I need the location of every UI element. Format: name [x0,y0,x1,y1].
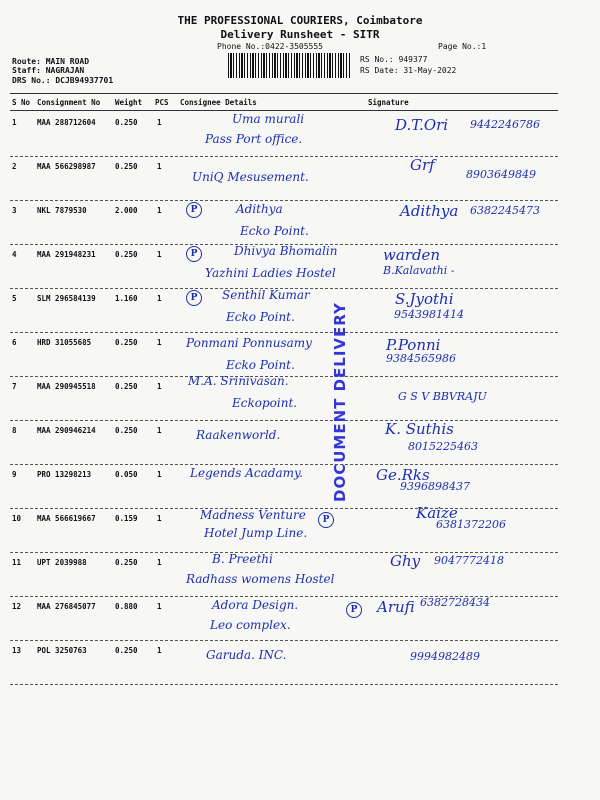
receiver-signature: P.Ponni [386,336,441,354]
table-row [0,504,600,554]
consignee-name: M.A. Srinivasan. [188,374,289,388]
serial-number: 7 [12,382,17,391]
receiver-signature: K. Suthis [385,420,454,438]
table-row [0,202,600,246]
priority-marker-icon: P [318,512,334,528]
consignee-address: Yazhini Ladies Hostel [205,266,336,280]
col-sno: S No [12,98,31,107]
pieces-count: 1 [157,338,162,347]
priority-marker-icon: P [346,602,362,618]
col-pcs: PCS [155,98,169,107]
col-signature: Signature [368,98,409,107]
table-row [0,422,600,466]
receiver-signature: Ge.Rks [376,466,430,484]
consignee-address: Eckopoint. [232,396,298,410]
consignment-number: MAA 276845077 [37,602,96,611]
table-row [0,114,600,158]
consignment-number: PRO 13298213 [37,470,92,479]
priority-marker-icon: P [186,246,202,262]
consignee-name: Dhivya Bhomalin [234,244,338,258]
col-consignment: Consignment No [37,98,101,107]
serial-number: 8 [12,426,17,435]
weight-value: 2.000 [115,206,138,215]
consignee-address: Legends Acadamy. [190,466,303,480]
row-divider [10,420,558,421]
pieces-count: 1 [157,514,162,523]
row-divider [10,332,558,333]
weight-value: 0.250 [115,162,138,171]
weight-value: 0.250 [115,646,138,655]
serial-number: 4 [12,250,17,259]
pieces-count: 1 [157,162,162,171]
receiver-signature: Grf [410,156,435,174]
weight-value: 0.250 [115,250,138,259]
col-weight: Weight [115,98,143,107]
consignment-number: SLM 296584139 [37,294,96,303]
priority-marker-icon: P [186,290,202,306]
weight-value: 0.250 [115,118,138,127]
table-row [0,334,600,378]
company-name: THE PROFESSIONAL COURIERS, Coimbatore [177,14,423,27]
receiver-phone: 9543981414 [394,308,464,321]
table-row [0,158,600,202]
consignee-address: UniQ Mesusement. [192,170,309,184]
receiver-signature: Arufi [377,598,415,616]
consignment-number: UPT 2039988 [37,558,87,567]
receiver-phone: G S V BBVRAJU [398,390,487,403]
consignment-number: MAA 290945518 [37,382,96,391]
route-label: Route: MAIN ROAD [12,57,90,66]
row-divider [10,684,558,685]
staff-label: Staff: NAGRAJAN [12,66,85,75]
consignee-address: Ecko Point. [240,224,309,238]
serial-number: 1 [12,118,17,127]
consignee-address: Leo complex. [210,618,291,632]
receiver-phone: 9994982489 [410,650,480,663]
consignment-number: POL 3250763 [37,646,87,655]
pieces-count: 1 [157,602,162,611]
consignee-address: Ecko Point. [226,358,295,372]
serial-number: 6 [12,338,17,347]
weight-value: 0.250 [115,382,138,391]
serial-number: 3 [12,206,17,215]
barcode-image [228,53,350,78]
consignment-number: MAA 288712604 [37,118,96,127]
receiver-phone: B.Kalavathi - [383,264,455,277]
receiver-signature: Adithya [400,202,459,220]
rs-date: RS Date: 31-May-2022 [360,66,457,75]
receiver-signature: D.T.Ori [395,116,449,134]
table-row [0,554,600,598]
receiver-phone: 9396898437 [400,480,470,493]
weight-value: 1.160 [115,294,138,303]
priority-marker-icon: P [186,202,202,218]
consignee-name: Ponmani Ponnusamy [186,336,312,350]
serial-number: 10 [12,514,22,523]
receiver-phone: 8015225463 [408,440,478,453]
receiver-signature: warden [383,246,441,264]
weight-value: 0.050 [115,470,138,479]
consignment-number: MAA 566619667 [37,514,96,523]
table-row [0,290,600,334]
header-rule-bottom [10,110,558,111]
pieces-count: 1 [157,294,162,303]
consignee-address: Garuda. INC. [206,648,287,662]
consignment-number: HRD 31055685 [37,338,92,347]
weight-value: 0.250 [115,558,138,567]
row-divider [10,156,558,157]
serial-number: 9 [12,470,17,479]
weight-value: 0.159 [115,514,138,523]
receiver-phone: 9384565986 [386,352,456,365]
row-divider [10,640,558,641]
consignee-address: Ecko Point. [226,310,295,324]
table-row [0,598,600,642]
receiver-phone: 9442246786 [470,118,540,131]
consignee-address: Raakenworld. [196,428,281,442]
rs-number: RS No.: 949377 [360,55,428,64]
receiver-phone: 6381372206 [436,518,506,531]
pieces-count: 1 [157,206,162,215]
pieces-count: 1 [157,118,162,127]
receiver-signature: Kaize [416,504,458,522]
page-number: Page No.:1 [438,42,487,51]
consignee-address: Pass Port office. [205,132,303,146]
receiver-phone: 6382728434 [420,596,490,609]
weight-value: 0.250 [115,426,138,435]
weight-value: 0.880 [115,602,138,611]
consignment-number: MAA 566298987 [37,162,96,171]
row-divider [10,200,558,201]
receiver-signature: Ghy [390,552,421,570]
serial-number: 12 [12,602,22,611]
consignment-number: MAA 291948231 [37,250,96,259]
receiver-phone: 8903649849 [466,168,536,181]
serial-number: 2 [12,162,17,171]
receiver-phone: 6382245473 [470,204,540,217]
consignment-number: MAA 290946214 [37,426,96,435]
consignee-name: Adora Design. [212,598,299,612]
pieces-count: 1 [157,470,162,479]
table-row [0,246,600,290]
pieces-count: 1 [157,646,162,655]
pieces-count: 1 [157,250,162,259]
stamp-text: DOCUMENT DELIVERY [331,302,349,502]
pieces-count: 1 [157,426,162,435]
serial-number: 11 [12,558,22,567]
row-divider [10,552,558,553]
runsheet-title: Delivery Runsheet - SITR [220,28,380,41]
pieces-count: 1 [157,382,162,391]
consignee-name: Uma murali [232,112,305,126]
serial-number: 13 [12,646,22,655]
consignee-address: Hotel Jump Line. [204,526,308,540]
receiver-phone: 9047772418 [434,554,504,567]
consignee-name: Madness Venture [200,508,306,522]
consignee-name: Adithya [236,202,283,216]
consignee-name: Senthil Kumar [222,288,310,302]
receiver-signature: S.Jyothi [395,290,454,308]
weight-value: 0.250 [115,338,138,347]
col-consignee: Consignee Details [180,98,257,107]
header-rule-top [10,93,558,94]
serial-number: 5 [12,294,17,303]
consignee-name: B. Preethi [212,552,273,566]
table-row [0,642,600,686]
pieces-count: 1 [157,558,162,567]
consignment-number: NKL 7879530 [37,206,87,215]
phone-number: Phone No.:0422-3505555 [217,42,323,51]
row-divider [10,464,558,465]
table-row [0,374,600,422]
drs-number: DRS No.: DCJB94937701 [12,76,114,85]
consignee-address: Radhass womens Hostel [186,572,335,586]
table-row [0,466,600,510]
